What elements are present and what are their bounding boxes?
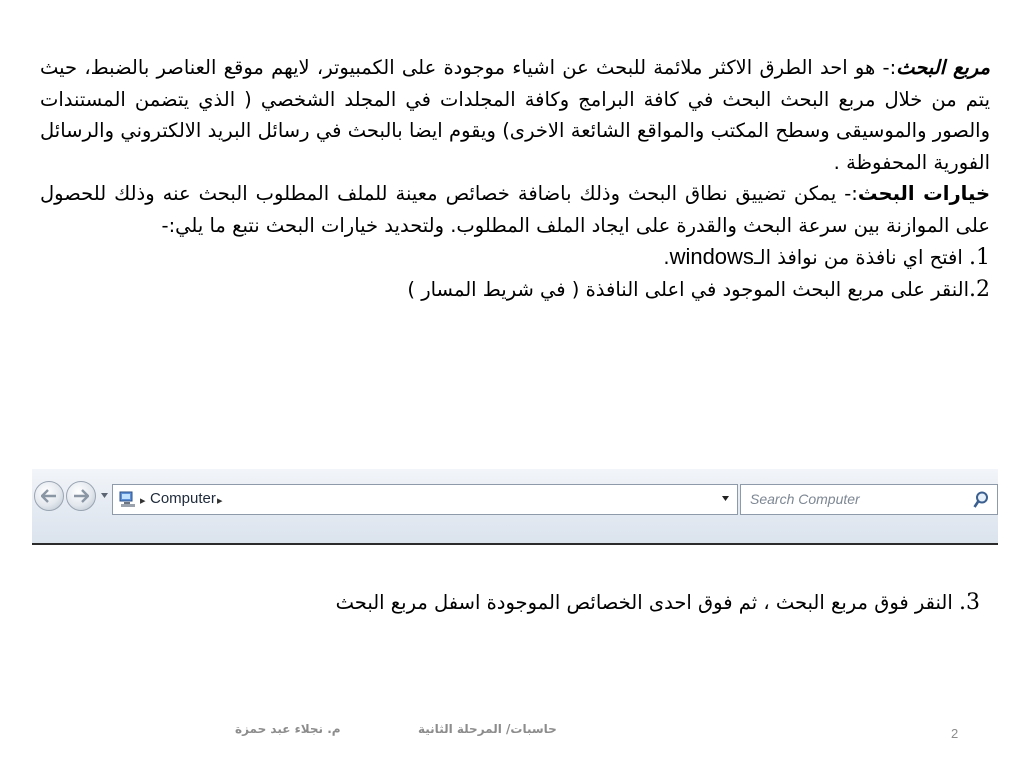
step-2-number: 2.	[969, 276, 990, 302]
breadcrumb-chevron-icon[interactable]: ▸	[140, 494, 146, 507]
slide-body	[40, 52, 990, 305]
search-options-term: خيارات البحث	[857, 182, 991, 205]
step-2	[40, 274, 990, 306]
search-box[interactable]	[740, 484, 998, 515]
step-1	[40, 241, 990, 274]
back-arrow-icon	[41, 489, 57, 503]
step-3-text: النقر فوق مربع البحث ، ثم فوق احدى الخصائص الموجودة اسفل مربع البحث	[335, 591, 959, 614]
footer-author: م. نجلاء عبد حمزة	[235, 722, 341, 736]
search-box-separator: :-	[875, 56, 897, 79]
footer-course: حاسبات/ المرحلة الثانية	[418, 722, 557, 736]
address-bar[interactable]	[112, 484, 738, 515]
back-button[interactable]	[34, 481, 64, 511]
search-options-paragraph	[40, 178, 990, 241]
search-box-description: هو احد الطرق الاكثر ملائمة للبحث عن اشياء موجودة على الكمبيوتر، لايهم موقع العناصر بالضبط، حيث يتم من خلال مربع البحث البحث في كافة البرامج وكافة المجلدات في المجلد الشخصي ( الذي يتضمن المستندات والصور والموسيقى وسطح المكتب والمواقع الشائعة الاخرى) ويقوم ايضا بالبحث في رسائل البريد الالكتروني والرسائل الفورية المحفوظة .	[40, 56, 990, 174]
search-box-paragraph	[40, 52, 990, 178]
step-3	[60, 588, 980, 618]
forward-arrow-icon	[73, 489, 89, 503]
search-placeholder[interactable]: Search Computer	[750, 491, 860, 507]
recent-pages-chevron-icon[interactable]	[101, 493, 108, 498]
step-3-number: 3.	[959, 590, 980, 615]
step-2-text: النقر على مربع البحث الموجود في اعلى النافذة ( في شريط المسار )	[407, 277, 969, 301]
step-1-end: .	[663, 246, 670, 269]
breadcrumb-chevron-icon[interactable]: ▸	[217, 494, 223, 507]
search-options-description: يمكن تضييق نطاق البحث وذلك باضافة خصائص معينة للملف المطلوب البحث عنه وذلك للحصول على الموازنة بين سرعة البحث والقدرة على ايجاد الملف المطلوب. ولتحديد خيارات البحث نتبع ما يلي:-	[40, 182, 990, 237]
step-1-number: 1.	[969, 245, 990, 270]
computer-icon	[119, 490, 137, 508]
step-1-windows: windows	[669, 244, 754, 269]
step-1-text: افتح اي نافذة من نوافذ الـ	[753, 246, 969, 269]
explorer-address-bar-screenshot	[32, 469, 998, 545]
address-dropdown-icon[interactable]	[722, 496, 729, 501]
search-options-separator: :-	[836, 182, 858, 205]
forward-button[interactable]	[66, 481, 96, 511]
search-icon[interactable]	[973, 491, 989, 509]
slide-number: 2	[951, 726, 959, 741]
address-location[interactable]: Computer	[150, 490, 216, 507]
search-box-term: مربع البحث	[896, 56, 990, 79]
